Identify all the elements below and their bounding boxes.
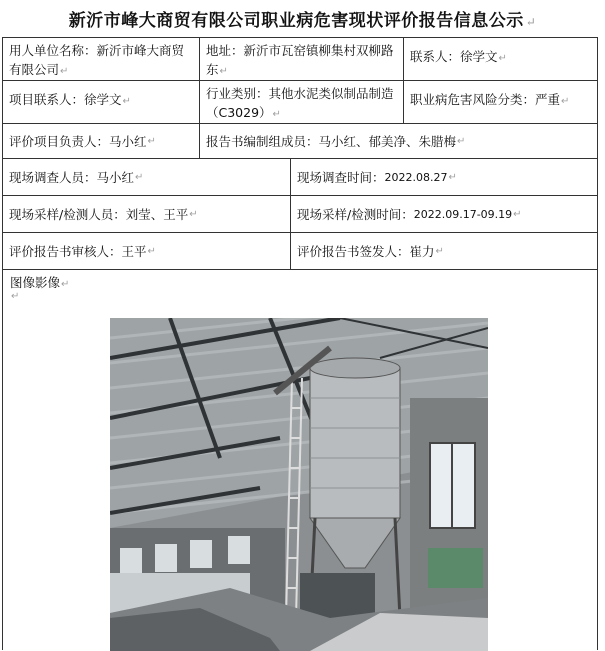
cell-value: 徐学文 xyxy=(460,49,498,64)
cell-value: 马小红 xyxy=(109,133,147,149)
cell-label: 评价项目负责人： xyxy=(9,133,110,149)
table-row xyxy=(3,124,597,159)
cell-value: 2022.08.27 xyxy=(384,170,448,184)
cell-survey-date xyxy=(290,159,597,195)
cell-issuer xyxy=(290,233,597,269)
cell-label: 现场采样/检测人员： xyxy=(9,206,126,222)
paragraph-mark-icon: ↵ xyxy=(448,171,457,183)
table-row xyxy=(3,159,597,196)
cell-industry xyxy=(199,81,403,123)
paragraph-mark-icon: ↵ xyxy=(189,208,198,220)
paragraph-mark-icon: ↵ xyxy=(435,245,444,257)
cell-survey-staff xyxy=(3,159,290,195)
cell-label: 项目联系人： xyxy=(9,92,85,107)
cell-value: 2022.09.17-09.19 xyxy=(413,207,513,221)
cell-value: 马小红、郁美净、朱腊梅 xyxy=(318,133,457,149)
paragraph-mark-icon: ↵ xyxy=(498,53,507,64)
image-section-label-text: 图像影像 xyxy=(10,275,61,290)
cell-label: 地址： xyxy=(206,43,244,58)
cell-label: 现场采样/检测时间： xyxy=(297,206,414,222)
cell-label: 职业病危害风险分类： xyxy=(410,92,536,107)
cell-project-lead xyxy=(3,124,199,158)
cell-value: 其他水泥类似制品制造（C3029） xyxy=(206,86,394,120)
cell-label: 行业类别： xyxy=(206,86,269,101)
table-row xyxy=(3,233,597,270)
cell-value: 徐学文 xyxy=(84,92,122,107)
cell-sampling-staff xyxy=(3,196,290,232)
cell-label: 现场调查人员： xyxy=(9,169,97,185)
cell-label: 用人单位名称： xyxy=(9,43,97,58)
image-section-label xyxy=(10,273,69,291)
paragraph-mark-icon: ↵ xyxy=(122,96,131,107)
title-text: 新沂市峰大商贸有限公司职业病危害现状评价报告信息公示 xyxy=(68,11,524,31)
cell-value: 新沂市峰大商贸有限公司 xyxy=(9,43,185,77)
paragraph-mark-icon: ↵ xyxy=(219,66,228,77)
paragraph-mark-icon: ↵ xyxy=(457,135,466,147)
factory-silo-illustration xyxy=(110,318,488,651)
cell-contact xyxy=(403,38,597,80)
paragraph-mark-icon: ↵ xyxy=(135,171,144,183)
table-row xyxy=(3,38,597,81)
cell-value: 王平 xyxy=(121,243,147,259)
paragraph-mark-icon: ↵ xyxy=(513,208,522,220)
cell-project-contact xyxy=(3,81,199,123)
cell-label: 评价报告书签发人： xyxy=(297,243,410,259)
cell-sampling-date xyxy=(290,196,597,232)
cell-employer xyxy=(3,38,199,80)
cell-value: 严重 xyxy=(535,92,561,107)
cell-report-team xyxy=(199,124,597,158)
info-table xyxy=(2,37,598,650)
image-section xyxy=(3,270,597,651)
cell-value: 刘莹、王平 xyxy=(125,206,189,222)
page-title xyxy=(0,6,605,31)
cell-label: 现场调查时间： xyxy=(297,169,385,185)
cell-label: 评价报告书审核人： xyxy=(9,243,122,259)
cell-value: 新沂市瓦窑镇柳集村双柳路东 xyxy=(206,43,394,77)
cell-label: 联系人： xyxy=(410,49,461,64)
site-photo xyxy=(110,318,488,651)
cell-reviewer xyxy=(3,233,290,269)
table-row xyxy=(3,81,597,124)
cell-label: 报告书编制组成员： xyxy=(206,133,319,149)
cell-address xyxy=(199,38,403,80)
paragraph-mark-icon: ↵ xyxy=(147,245,156,257)
paragraph-mark-icon: ↵ xyxy=(561,96,570,107)
paragraph-mark-icon: ↵ xyxy=(272,109,281,120)
paragraph-mark-icon: ↵ xyxy=(11,291,20,302)
paragraph-mark-icon: ↵ xyxy=(61,279,70,290)
cell-value: 马小红 xyxy=(96,169,135,185)
paragraph-mark-icon: ↵ xyxy=(147,135,156,147)
paragraph-mark-icon: ↵ xyxy=(525,15,537,29)
cell-value: 崔力 xyxy=(409,243,435,259)
table-row xyxy=(3,196,597,233)
paragraph-mark-icon: ↵ xyxy=(60,66,69,77)
cell-risk-class xyxy=(403,81,597,123)
